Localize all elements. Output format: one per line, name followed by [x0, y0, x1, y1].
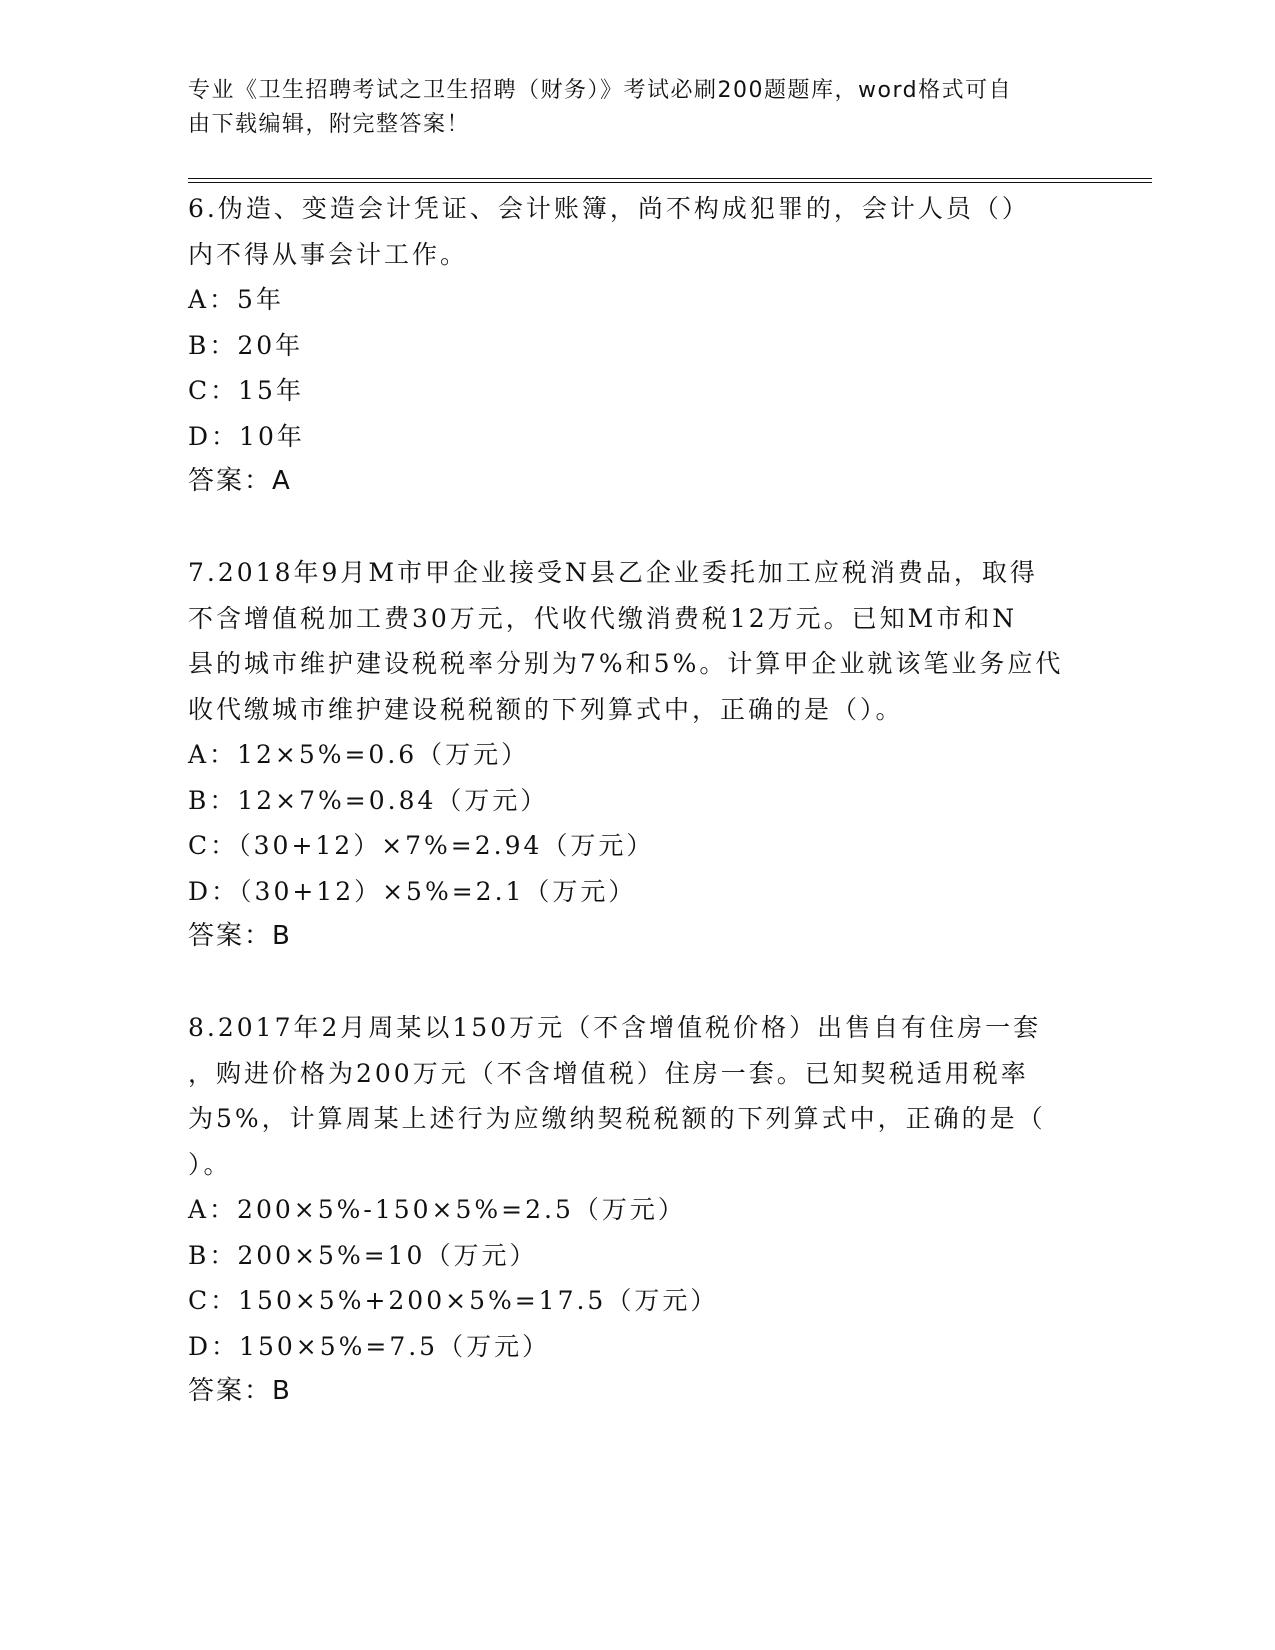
option-b: B：12×7%=0.84（万元） [188, 785, 549, 815]
header-line-2: 由下载编辑，附完整答案！ [188, 112, 471, 137]
question-7 [188, 550, 1108, 960]
option-a: A：5年 [188, 285, 284, 314]
question-stem: 8.2017年2月周某以150万元（不含增值税价格）出售自有住房一套 [188, 1013, 1042, 1042]
question-list [188, 186, 1108, 1415]
option-c: C：（30+12）×7%=2.94（万元） [188, 831, 655, 860]
option-c: C：15年 [188, 376, 304, 405]
answer: 答案：B [188, 921, 292, 951]
option-c: C：150×5%+200×5%=17.5（万元） [188, 1286, 719, 1315]
question-8 [188, 1005, 1108, 1415]
option-d: D：150×5%=7.5（万元） [188, 1331, 551, 1361]
option-b: B：200×5%=10（万元） [188, 1240, 538, 1270]
option-a: A：12×5%=0.6（万元） [188, 740, 530, 769]
spacer [188, 505, 1108, 551]
question-stem: 6.伪造、变造会计凭证、会计账簿，尚不构成犯罪的，会计人员（） [188, 194, 1030, 223]
question-stem: 内不得从事会计工作。 [188, 239, 469, 269]
answer: 答案：A [188, 466, 292, 496]
option-d: D：10年 [188, 421, 305, 451]
question-stem: 7.2018年9月M市甲企业接受N县乙企业委托加工应税消费品，取得 [188, 558, 1038, 587]
question-stem: 县的城市维护建设税税率分别为7%和5%。计算甲企业就该笔业务应代 [188, 649, 1064, 678]
answer: 答案：B [188, 1376, 292, 1406]
question-stem: 收代缴城市维护建设税税额的下列算式中，正确的是（）。 [188, 694, 904, 724]
question-6 [188, 186, 1108, 505]
header-divider-bottom [188, 182, 1152, 183]
question-stem: 不含增值税加工费30万元，代收代缴消费税12万元。已知M市和N [188, 603, 1018, 633]
header-line-1: 专业《卫生招聘考试之卫生招聘（财务）》考试必刷200题题库，word格式可自 [188, 78, 1013, 103]
question-stem: ）。 [188, 1149, 232, 1179]
option-b: B：20年 [188, 330, 304, 360]
header-divider-top [188, 178, 1152, 179]
question-stem: ，购进价格为200万元（不含增值税）住房一套。已知契税适用税率 [188, 1058, 1029, 1088]
document-header [188, 74, 1068, 142]
option-a: A：200×5%-150×5%=2.5（万元） [188, 1195, 686, 1224]
question-stem: 为5%，计算周某上述行为应缴纳契税税额的下列算式中，正确的是（ [188, 1104, 1046, 1133]
spacer [188, 960, 1108, 1006]
option-d: D：（30+12）×5%=2.1（万元） [188, 876, 637, 906]
